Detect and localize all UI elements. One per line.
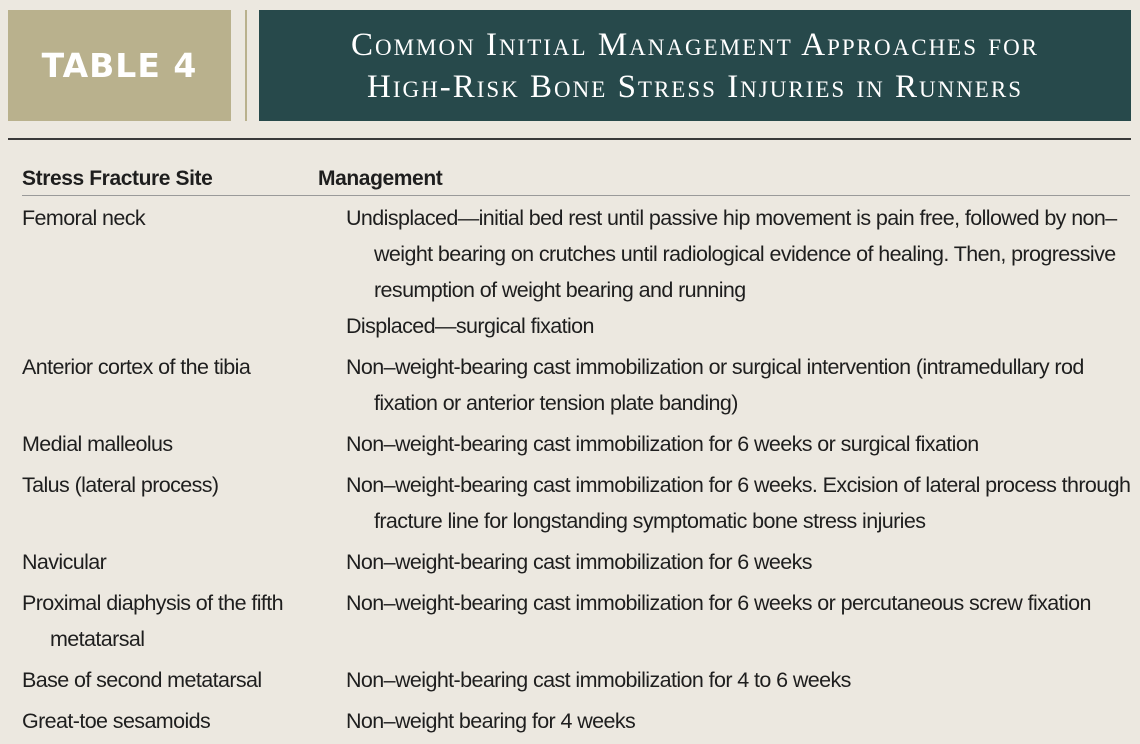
management-text: Non–weight-bearing cast immobilization for 6 weeks [346,550,812,574]
header-divider [22,195,1130,196]
management-text: Undisplaced—initial bed rest until passive hip movement is pain free, followed by non–weight bearing on crutches until radiological evidence of healing. Then, progressive resumption of weight bearing and running [346,206,1117,302]
management-cell [346,467,1132,539]
management-cell [346,544,1132,580]
column-header-management: Management [318,167,443,190]
table-row [22,426,1132,462]
table-label: TABLE 4 [41,46,198,85]
management-text: Displaced—surgical fixation [346,314,594,338]
table-title-line-2: High-Risk Bone Stress Injuries in Runners [367,68,1023,105]
table-row [22,467,1132,539]
site-cell: Medial malleolus [22,432,173,456]
management-text: Non–weight-bearing cast immobilization or surgical intervention (intramedullary rod fixation or anterior tension plate banding) [346,355,1084,415]
management-text: Non–weight-bearing cast immobilization for 6 weeks. Excision of lateral process through fracture line for longstanding symptomatic bone stress injuries [346,473,1131,533]
site-cell: Great-toe sesamoids [22,709,211,733]
vertical-divider [245,10,247,121]
table-header [22,163,1132,195]
title-divider [8,138,1131,140]
management-cell [346,585,1132,657]
table-title-line-1: Common Initial Management Approaches for [350,26,1040,63]
site-cell: Anterior cortex of the tibia [22,355,251,379]
management-text: Non–weight-bearing cast immobilization for 6 weeks or percutaneous screw fixation [346,591,1091,615]
table-label-box [8,10,231,121]
management-cell [346,426,1132,462]
management-text: Non–weight bearing for 4 weeks [346,709,636,733]
site-cell: Femoral neck [22,206,146,230]
site-cell: Proximal diaphysis of the fifth metatarsal [22,591,284,651]
table-row [22,585,1132,657]
management-cell [346,200,1132,344]
table-row [22,200,1132,344]
site-cell: Talus (lateral process) [22,473,219,497]
table-body [22,200,1132,744]
column-header-site: Stress Fracture Site [22,167,213,190]
management-text: Non–weight-bearing cast immobilization for 4 to 6 weeks [346,668,851,692]
management-cell [346,662,1132,698]
table-row [22,544,1132,580]
management-cell [346,349,1132,421]
table-row [22,662,1132,698]
management-text: Non–weight-bearing cast immobilization for 6 weeks or surgical fixation [346,432,979,456]
site-cell: Base of second metatarsal [22,668,262,692]
table-row [22,349,1132,421]
site-cell: Navicular [22,550,107,574]
table-title-box [259,10,1131,121]
